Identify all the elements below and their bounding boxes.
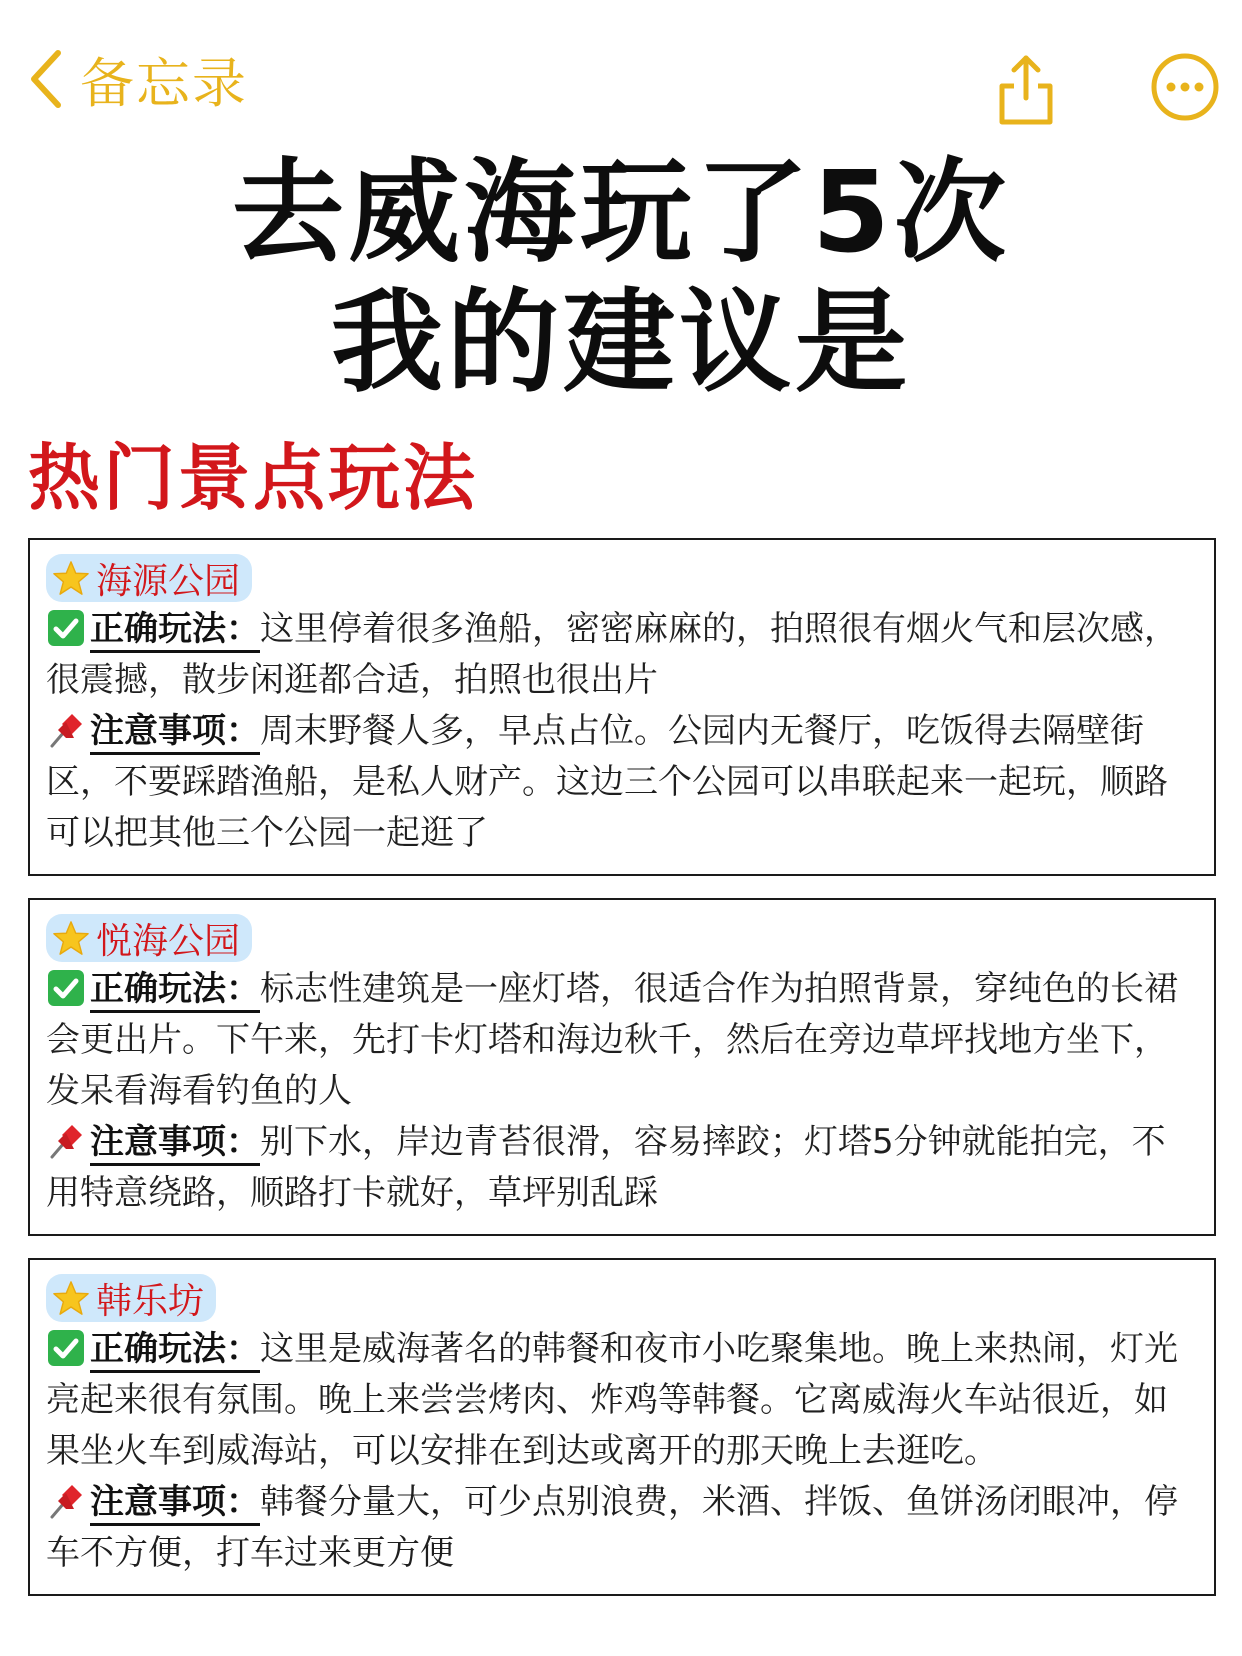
place-name: 海源公园 <box>96 560 241 602</box>
share-icon[interactable] <box>996 52 1056 126</box>
headline-line-2: 我的建议是 <box>331 278 911 408</box>
chevron-left-icon <box>26 47 66 111</box>
section-title: 热门景点玩法 <box>28 436 479 520</box>
place-name: 悦海公园 <box>96 920 241 962</box>
pushpin-icon <box>46 1481 86 1521</box>
tip-label: 正确玩法： <box>90 609 260 653</box>
pushpin-icon <box>46 1121 86 1161</box>
back-label: 备忘录 <box>80 51 248 115</box>
note-label: 注意事项： <box>90 711 260 755</box>
note-text: 周末野餐人多，早点占位。公园内无餐厅，吃饭得去隔壁街区，不要踩踏渔船，是私人财产。这边三个公园可以串联起来一起玩，顺路可以把其他三个公园一起逛了 <box>46 711 1168 853</box>
tip-label: 正确玩法： <box>90 969 260 1013</box>
place-tag <box>46 914 252 962</box>
top-nav-bar <box>0 0 1242 150</box>
star-icon <box>52 559 90 597</box>
spot-card <box>28 1258 1216 1596</box>
note-paragraph <box>46 1477 1198 1579</box>
star-icon <box>52 919 90 957</box>
place-tag <box>46 1274 216 1322</box>
back-button[interactable] <box>26 44 248 114</box>
note-text: 别下水，岸边青苔很滑，容易摔跤；灯塔5分钟就能拍完，不用特意绕路，顺路打卡就好，草坪别乱踩 <box>46 1122 1166 1213</box>
note-paragraph <box>46 1117 1198 1219</box>
tip-label: 正确玩法： <box>90 1329 260 1373</box>
note-label: 注意事项： <box>90 1482 260 1526</box>
note-headline <box>0 148 1242 408</box>
tip-paragraph <box>46 1324 1198 1477</box>
note-text: 韩餐分量大，可少点别浪费，米酒、拌饭、鱼饼汤闭眼冲，停车不方便，打车过来更方便 <box>46 1482 1178 1573</box>
spot-card <box>28 898 1216 1236</box>
star-icon <box>52 1279 90 1317</box>
check-icon <box>46 608 86 648</box>
place-name: 韩乐坊 <box>96 1280 205 1322</box>
check-icon <box>46 968 86 1008</box>
place-tag <box>46 554 252 602</box>
spot-card <box>28 538 1216 876</box>
tip-text: 这里是威海著名的韩餐和夜市小吃聚集地。晚上来热闹，灯光亮起来很有氛围。晚上来尝尝烤肉、炸鸡等韩餐。它离威海火车站很近，如果坐火车到威海站，可以安排在到达或离开的那天晚上去逛吃。 <box>46 1329 1178 1471</box>
pushpin-icon <box>46 710 86 750</box>
note-paragraph <box>46 706 1198 859</box>
headline-line-1: 去威海玩了5次 <box>232 148 1010 278</box>
note-label: 注意事项： <box>90 1122 260 1166</box>
tip-text: 这里停着很多渔船，密密麻麻的，拍照很有烟火气和层次感，很震撼，散步闲逛都合适，拍照也很出片 <box>46 609 1178 700</box>
more-icon[interactable] <box>1150 52 1220 122</box>
tip-text: 标志性建筑是一座灯塔，很适合作为拍照背景，穿纯色的长裙会更出片。下午来，先打卡灯塔和海边秋千，然后在旁边草坪找地方坐下，发呆看海看钓鱼的人 <box>46 969 1178 1111</box>
check-icon <box>46 1328 86 1368</box>
tip-paragraph <box>46 604 1198 706</box>
tip-paragraph <box>46 964 1198 1117</box>
